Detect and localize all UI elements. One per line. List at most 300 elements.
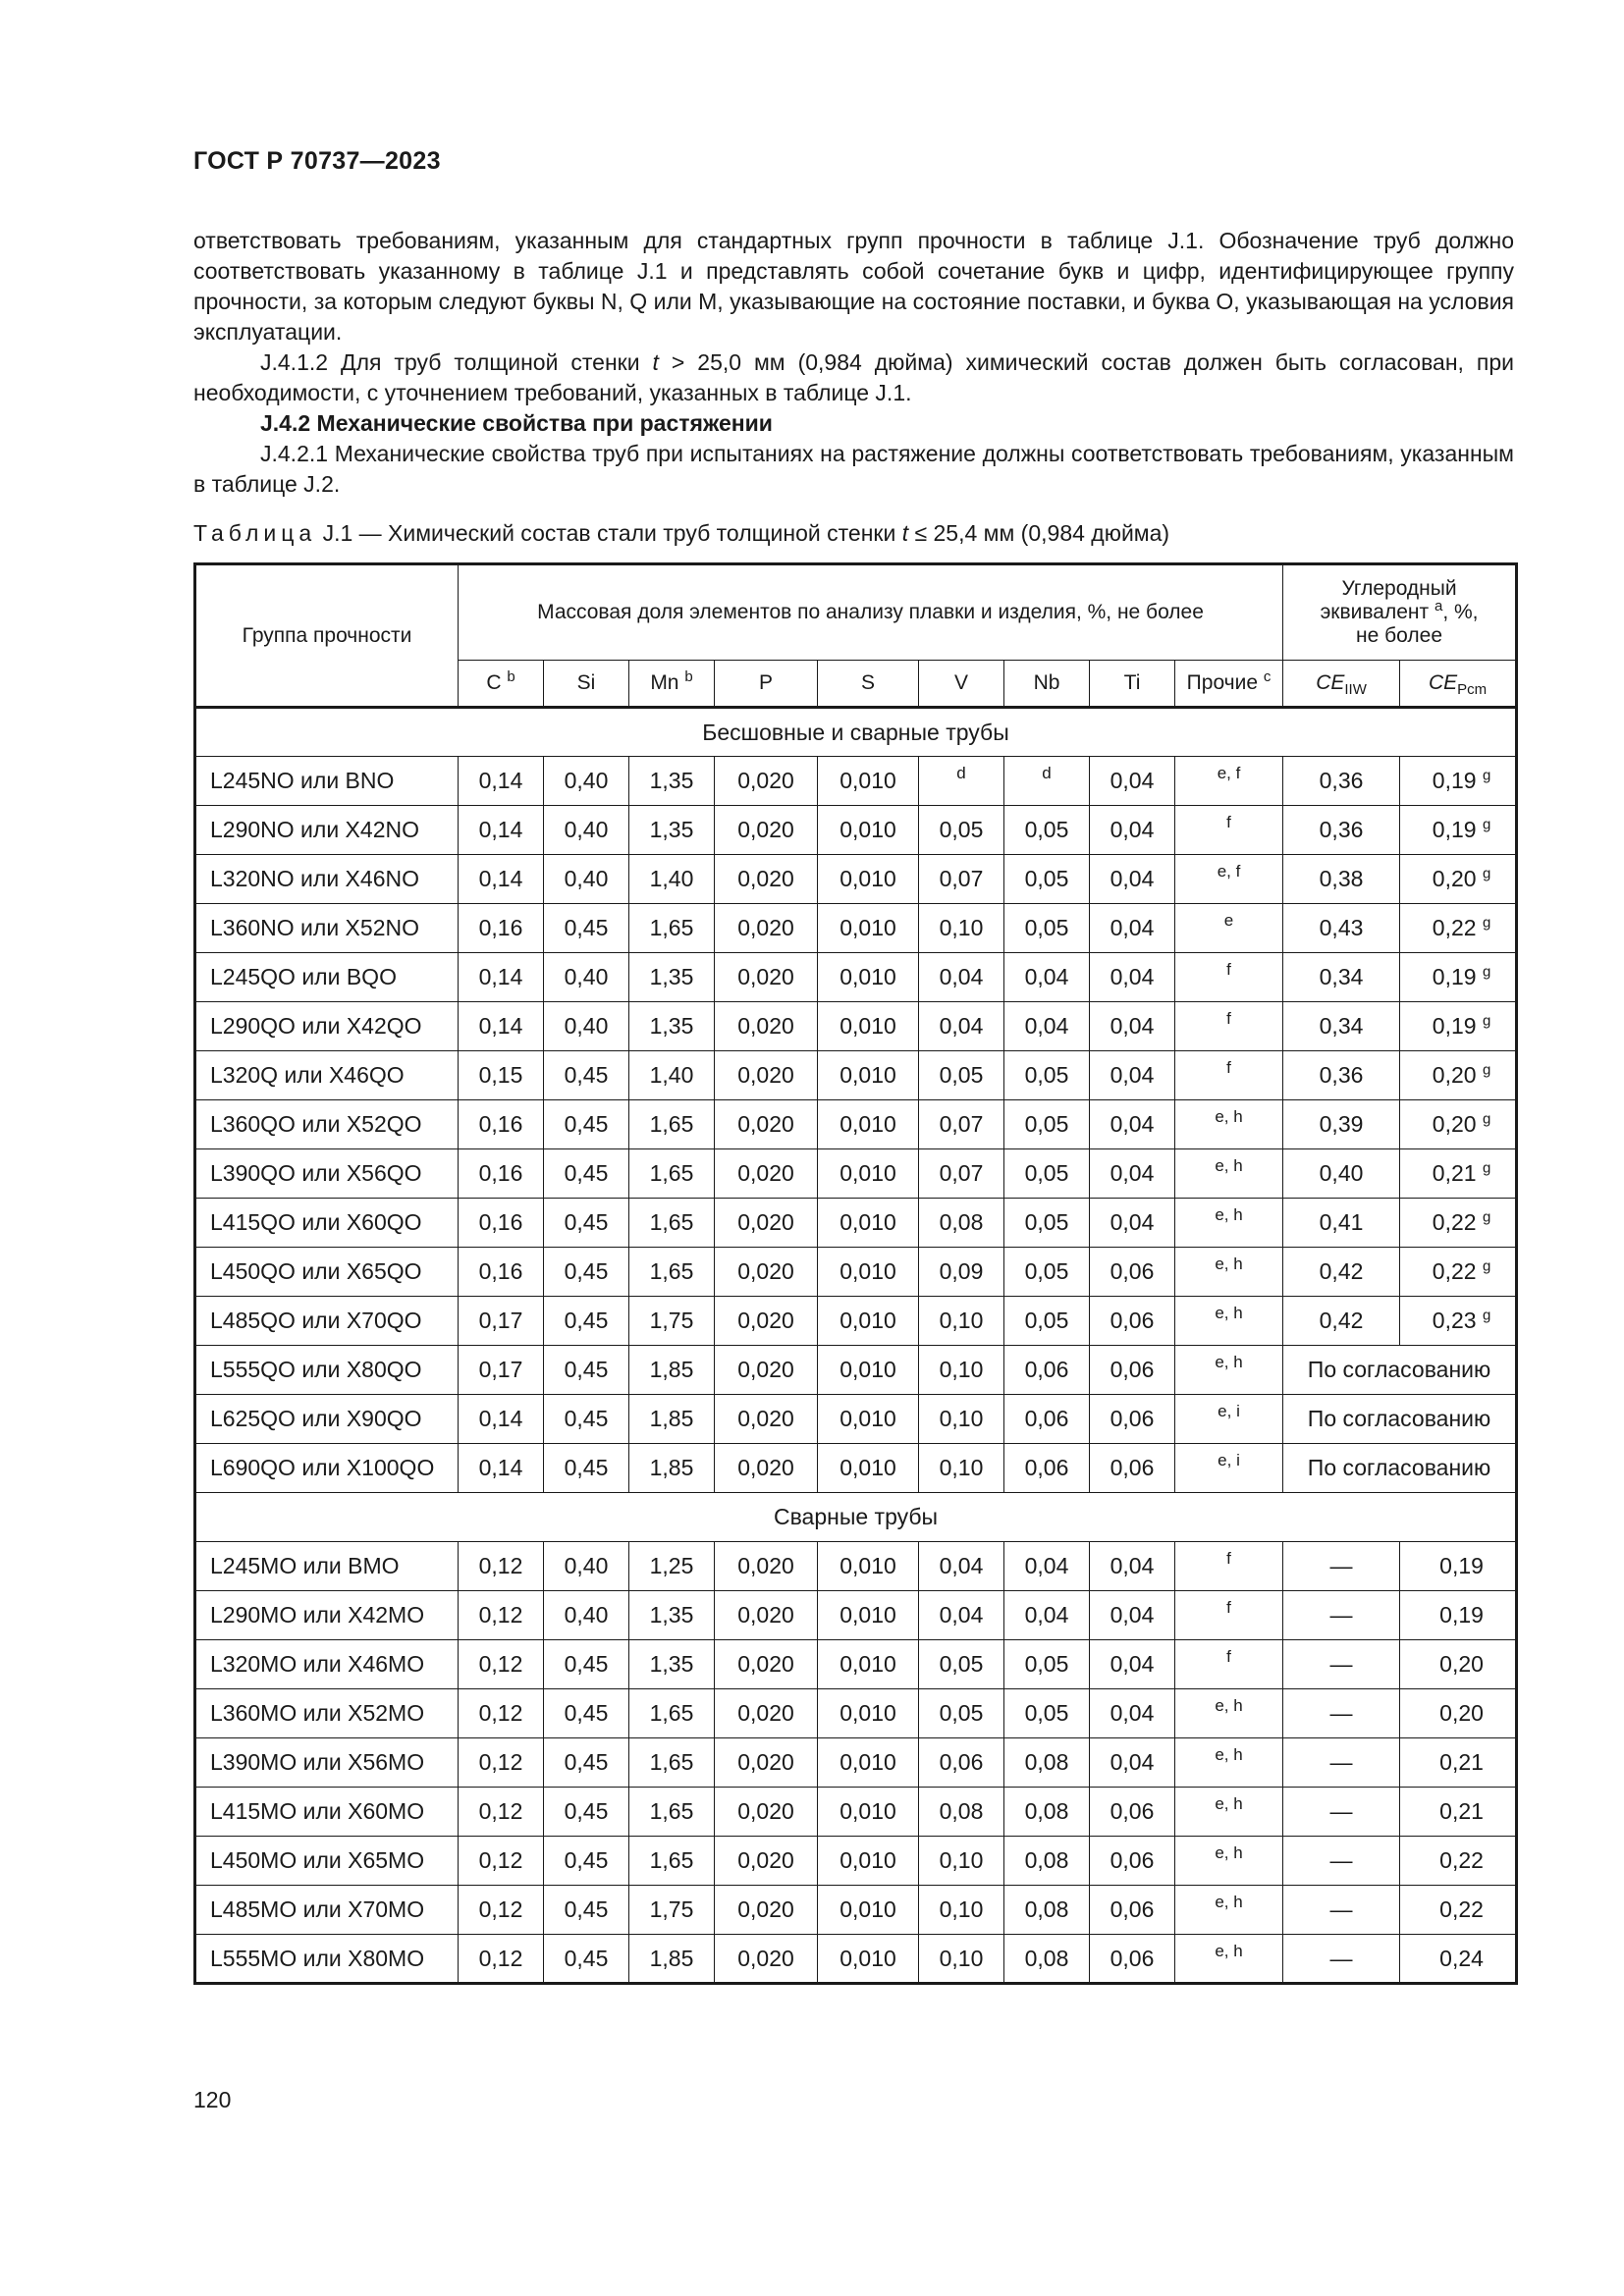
table-row — [195, 1149, 1517, 1199]
table-row — [195, 1935, 1517, 1984]
table-row — [195, 1689, 1517, 1738]
cell-mn: 1,40 — [629, 1051, 715, 1100]
table-row — [195, 1886, 1517, 1935]
cell-nb: 0,08 — [1004, 1837, 1090, 1886]
cell-si: 0,45 — [544, 1395, 629, 1444]
section-title: Сварные трубы — [195, 1493, 1517, 1542]
cell-ce-pcm: 0,20 $^g$ — [1400, 1100, 1517, 1149]
cell-ce-iiw: — — [1283, 1591, 1400, 1640]
cell-mn: 1,25 — [629, 1542, 715, 1591]
body-text — [193, 226, 1514, 500]
table-row — [195, 1346, 1517, 1395]
cell-c: 0,14 — [459, 806, 544, 855]
cell-p: 0,020 — [715, 1346, 818, 1395]
cell-si: 0,40 — [544, 757, 629, 806]
cell-ce-iiw: 0,43 — [1283, 904, 1400, 953]
cell-ce-pcm: 0,20 $^g$ — [1400, 1051, 1517, 1100]
cell-other: e, h — [1175, 1837, 1283, 1886]
table-row — [195, 806, 1517, 855]
cell-nb: 0,04 — [1004, 1002, 1090, 1051]
cell-other: e, h — [1175, 1199, 1283, 1248]
cell-ti: 0,04 — [1090, 1591, 1175, 1640]
cell-v: 0,05 — [919, 1689, 1004, 1738]
cell-p: 0,020 — [715, 953, 818, 1002]
cell-ti: 0,06 — [1090, 1395, 1175, 1444]
cell-s: 0,010 — [818, 1248, 919, 1297]
cell-mn: 1,35 — [629, 806, 715, 855]
cell-p: 0,020 — [715, 1395, 818, 1444]
cell-si: 0,45 — [544, 1837, 629, 1886]
table-caption-label: Таблица — [193, 520, 317, 546]
cell-mn: 1,75 — [629, 1886, 715, 1935]
table-row — [195, 1051, 1517, 1100]
cell-ce-pcm: 0,21 — [1400, 1738, 1517, 1788]
cell-grade: L390QO или X56QO — [195, 1149, 459, 1199]
cell-mn: 1,85 — [629, 1346, 715, 1395]
cell-other: e, h — [1175, 1738, 1283, 1788]
table-row — [195, 1837, 1517, 1886]
cell-grade: L320NO или X46NO — [195, 855, 459, 904]
cell-p: 0,020 — [715, 1199, 818, 1248]
cell-p: 0,020 — [715, 1886, 818, 1935]
cell-ce-iiw: 0,34 — [1283, 1002, 1400, 1051]
cell-c: 0,12 — [459, 1591, 544, 1640]
cell-ce-pcm: 0,21 — [1400, 1788, 1517, 1837]
cell-p: 0,020 — [715, 904, 818, 953]
cell-si: 0,45 — [544, 1444, 629, 1493]
table-row — [195, 1100, 1517, 1149]
cell-nb: 0,08 — [1004, 1788, 1090, 1837]
header-other: Прочие $^c$ — [1175, 661, 1283, 708]
cell-c: 0,16 — [459, 1199, 544, 1248]
cell-ce-iiw: — — [1283, 1640, 1400, 1689]
cell-s: 0,010 — [818, 953, 919, 1002]
cell-grade: L450MO или X65MO — [195, 1837, 459, 1886]
table-row — [195, 1542, 1517, 1591]
cell-nb: 0,05 — [1004, 1297, 1090, 1346]
cell-s: 0,010 — [818, 806, 919, 855]
header-grade: Группа прочности — [195, 564, 459, 708]
cell-nb: 0,05 — [1004, 904, 1090, 953]
cell-nb: 0,06 — [1004, 1444, 1090, 1493]
cell-si: 0,45 — [544, 1689, 629, 1738]
cell-p: 0,020 — [715, 1738, 818, 1788]
table-row — [195, 1444, 1517, 1493]
cell-other: f — [1175, 806, 1283, 855]
cell-v: 0,10 — [919, 1837, 1004, 1886]
cell-v: 0,10 — [919, 1444, 1004, 1493]
cell-si: 0,45 — [544, 1100, 629, 1149]
header-ce-iiw: $CE_{IIW}$ — [1283, 661, 1400, 708]
cell-ce-pcm: 0,24 — [1400, 1935, 1517, 1984]
section-heading-j4-2: J.4.2 Механические свойства при растяжении — [260, 410, 773, 436]
cell-nb: 0,08 — [1004, 1738, 1090, 1788]
cell-ti: 0,04 — [1090, 1002, 1175, 1051]
cell-s: 0,010 — [818, 1051, 919, 1100]
cell-other: e — [1175, 904, 1283, 953]
cell-p: 0,020 — [715, 1149, 818, 1199]
cell-ce-pcm: 0,20 — [1400, 1689, 1517, 1738]
cell-ti: 0,04 — [1090, 1149, 1175, 1199]
cell-grade: L245MO или BMO — [195, 1542, 459, 1591]
table-row — [195, 1248, 1517, 1297]
cell-si: 0,40 — [544, 953, 629, 1002]
cell-other: e, i — [1175, 1395, 1283, 1444]
cell-nb: 0,04 — [1004, 1542, 1090, 1591]
cell-grade: L555MO или X80MO — [195, 1935, 459, 1984]
cell-ce-pcm: 0,19 $^g$ — [1400, 806, 1517, 855]
cell-c: 0,12 — [459, 1788, 544, 1837]
cell-grade: L360MO или X52MO — [195, 1689, 459, 1738]
cell-si: 0,40 — [544, 806, 629, 855]
page-number: 120 — [193, 2087, 232, 2112]
cell-ce-pcm: 0,19 — [1400, 1542, 1517, 1591]
cell-ce-iiw: 0,42 — [1283, 1297, 1400, 1346]
cell-nb: 0,05 — [1004, 1051, 1090, 1100]
cell-si: 0,45 — [544, 1248, 629, 1297]
cell-ce-iiw: 0,36 — [1283, 1051, 1400, 1100]
cell-s: 0,010 — [818, 1297, 919, 1346]
cell-s: 0,010 — [818, 1100, 919, 1149]
cell-p: 0,020 — [715, 1788, 818, 1837]
cell-nb: d — [1004, 757, 1090, 806]
cell-ti: 0,06 — [1090, 1346, 1175, 1395]
cell-s: 0,010 — [818, 1689, 919, 1738]
cell-ce-pcm: 0,23 $^g$ — [1400, 1297, 1517, 1346]
cell-mn: 1,65 — [629, 1100, 715, 1149]
cell-ti: 0,04 — [1090, 1738, 1175, 1788]
cell-nb: 0,04 — [1004, 1591, 1090, 1640]
cell-ti: 0,06 — [1090, 1886, 1175, 1935]
cell-c: 0,14 — [459, 1444, 544, 1493]
cell-other: e, h — [1175, 1100, 1283, 1149]
cell-p: 0,020 — [715, 1689, 818, 1738]
table-body — [195, 708, 1517, 1984]
cell-nb: 0,06 — [1004, 1346, 1090, 1395]
cell-si: 0,45 — [544, 1886, 629, 1935]
cell-nb: 0,05 — [1004, 855, 1090, 904]
cell-other: e, h — [1175, 1788, 1283, 1837]
cell-ti: 0,04 — [1090, 806, 1175, 855]
cell-ce-pcm: 0,19 $^g$ — [1400, 953, 1517, 1002]
cell-nb: 0,05 — [1004, 1100, 1090, 1149]
cell-c: 0,12 — [459, 1886, 544, 1935]
cell-nb: 0,08 — [1004, 1886, 1090, 1935]
cell-ce-iiw: — — [1283, 1935, 1400, 1984]
table-caption — [193, 520, 1169, 547]
cell-nb: 0,05 — [1004, 1640, 1090, 1689]
cell-other: f — [1175, 1640, 1283, 1689]
cell-p: 0,020 — [715, 1100, 818, 1149]
cell-grade: L290MO или X42MO — [195, 1591, 459, 1640]
cell-c: 0,16 — [459, 1248, 544, 1297]
cell-s: 0,010 — [818, 1886, 919, 1935]
cell-c: 0,12 — [459, 1738, 544, 1788]
cell-grade: L625QO или X90QO — [195, 1395, 459, 1444]
cell-v: 0,10 — [919, 1346, 1004, 1395]
cell-v: 0,10 — [919, 1886, 1004, 1935]
cell-ce-iiw: 0,39 — [1283, 1100, 1400, 1149]
table-row — [195, 1395, 1517, 1444]
cell-p: 0,020 — [715, 855, 818, 904]
cell-v: 0,06 — [919, 1738, 1004, 1788]
cell-p: 0,020 — [715, 757, 818, 806]
cell-mn: 1,65 — [629, 1738, 715, 1788]
cell-grade: L690QO или X100QO — [195, 1444, 459, 1493]
cell-s: 0,010 — [818, 1640, 919, 1689]
cell-other: e, f — [1175, 757, 1283, 806]
cell-other: e, h — [1175, 1935, 1283, 1984]
cell-nb: 0,05 — [1004, 1199, 1090, 1248]
cell-mn: 1,85 — [629, 1444, 715, 1493]
cell-p: 0,020 — [715, 1542, 818, 1591]
cell-other: e, i — [1175, 1444, 1283, 1493]
cell-grade: L290NO или X42NO — [195, 806, 459, 855]
cell-p: 0,020 — [715, 806, 818, 855]
cell-ti: 0,04 — [1090, 855, 1175, 904]
cell-grade: L360QO или X52QO — [195, 1100, 459, 1149]
table-row — [195, 757, 1517, 806]
table-row — [195, 1738, 1517, 1788]
cell-s: 0,010 — [818, 1346, 919, 1395]
cell-c: 0,14 — [459, 855, 544, 904]
header-nb: Nb — [1004, 661, 1090, 708]
cell-s: 0,010 — [818, 1738, 919, 1788]
cell-other: f — [1175, 953, 1283, 1002]
cell-si: 0,40 — [544, 1591, 629, 1640]
section-title: Бесшовные и сварные трубы — [195, 708, 1517, 757]
cell-other: e, h — [1175, 1886, 1283, 1935]
cell-ce-iiw: 0,38 — [1283, 855, 1400, 904]
cell-s: 0,010 — [818, 1542, 919, 1591]
cell-ce-pcm: 0,22 — [1400, 1837, 1517, 1886]
cell-ti: 0,04 — [1090, 757, 1175, 806]
cell-v: 0,10 — [919, 1297, 1004, 1346]
cell-s: 0,010 — [818, 904, 919, 953]
cell-mn: 1,65 — [629, 1248, 715, 1297]
cell-si: 0,45 — [544, 1149, 629, 1199]
section-row — [195, 1493, 1517, 1542]
table-row — [195, 1640, 1517, 1689]
cell-grade: L485QO или X70QO — [195, 1297, 459, 1346]
cell-v: 0,09 — [919, 1248, 1004, 1297]
cell-s: 0,010 — [818, 855, 919, 904]
cell-grade: L390MO или X56MO — [195, 1738, 459, 1788]
cell-grade: L320MO или X46MO — [195, 1640, 459, 1689]
cell-v: 0,04 — [919, 1002, 1004, 1051]
cell-nb: 0,04 — [1004, 953, 1090, 1002]
cell-ti: 0,06 — [1090, 1248, 1175, 1297]
cell-mn: 1,65 — [629, 904, 715, 953]
cell-v: 0,05 — [919, 806, 1004, 855]
cell-other: e, h — [1175, 1346, 1283, 1395]
cell-mn: 1,65 — [629, 1689, 715, 1738]
cell-si: 0,40 — [544, 1542, 629, 1591]
cell-other: e, h — [1175, 1248, 1283, 1297]
paragraph-j4-1-2-text: J.4.1.2 Для труб толщиной стенки t > 25,0 мм (0,984 дюйма) химический состав должен быть согласован, при необходимости, с уточнением требований, указанных в таблице J.1. — [193, 349, 1514, 405]
header-ti: Ti — [1090, 661, 1175, 708]
cell-v: 0,07 — [919, 855, 1004, 904]
cell-v: 0,04 — [919, 953, 1004, 1002]
cell-nb: 0,06 — [1004, 1395, 1090, 1444]
cell-c: 0,14 — [459, 757, 544, 806]
table-caption-text: J.1 — Химический состав стали труб толщиной стенки t ≤ 25,4 мм (0,984 дюйма) — [322, 520, 1170, 546]
cell-c: 0,12 — [459, 1689, 544, 1738]
cell-grade: L415MO или X60MO — [195, 1788, 459, 1837]
cell-s: 0,010 — [818, 1837, 919, 1886]
cell-c: 0,16 — [459, 1149, 544, 1199]
cell-mn: 1,35 — [629, 1002, 715, 1051]
cell-ti: 0,04 — [1090, 1542, 1175, 1591]
cell-v: 0,04 — [919, 1591, 1004, 1640]
cell-grade: L485MO или X70MO — [195, 1886, 459, 1935]
cell-v: 0,07 — [919, 1100, 1004, 1149]
cell-p: 0,020 — [715, 1640, 818, 1689]
header-si: Si — [544, 661, 629, 708]
cell-ti: 0,04 — [1090, 1199, 1175, 1248]
cell-c: 0,12 — [459, 1640, 544, 1689]
cell-c: 0,12 — [459, 1542, 544, 1591]
cell-mn: 1,35 — [629, 1640, 715, 1689]
cell-ce-pcm: 0,22 $^g$ — [1400, 1248, 1517, 1297]
cell-other: e, h — [1175, 1297, 1283, 1346]
cell-c: 0,12 — [459, 1837, 544, 1886]
cell-ti: 0,06 — [1090, 1297, 1175, 1346]
cell-other: f — [1175, 1591, 1283, 1640]
cell-other: e, f — [1175, 855, 1283, 904]
cell-nb: 0,08 — [1004, 1935, 1090, 1984]
cell-grade: L245QO или BQO — [195, 953, 459, 1002]
table-row — [195, 1297, 1517, 1346]
table-row — [195, 1002, 1517, 1051]
cell-si: 0,45 — [544, 1297, 629, 1346]
cell-ti: 0,06 — [1090, 1935, 1175, 1984]
cell-ce-iiw: — — [1283, 1542, 1400, 1591]
cell-nb: 0,05 — [1004, 1248, 1090, 1297]
cell-si: 0,45 — [544, 1935, 629, 1984]
header-carbon-equivalent: Углеродный эквивалент $^a$, %, не более — [1283, 564, 1517, 661]
cell-c: 0,17 — [459, 1346, 544, 1395]
cell-grade: L360NO или X52NO — [195, 904, 459, 953]
cell-grade: L415QO или X60QO — [195, 1199, 459, 1248]
header-c: C $^b$ — [459, 661, 544, 708]
cell-v: 0,04 — [919, 1542, 1004, 1591]
cell-ti: 0,06 — [1090, 1837, 1175, 1886]
cell-v: d — [919, 757, 1004, 806]
cell-v: 0,10 — [919, 904, 1004, 953]
cell-ce-iiw: 0,34 — [1283, 953, 1400, 1002]
cell-ti: 0,04 — [1090, 953, 1175, 1002]
cell-p: 0,020 — [715, 1837, 818, 1886]
cell-s: 0,010 — [818, 1395, 919, 1444]
cell-grade: L555QO или X80QO — [195, 1346, 459, 1395]
cell-ti: 0,06 — [1090, 1444, 1175, 1493]
cell-carbon-equivalent-agreed: По согласованию — [1283, 1346, 1517, 1395]
cell-ce-iiw: 0,42 — [1283, 1248, 1400, 1297]
cell-grade: L320Q или X46QO — [195, 1051, 459, 1100]
cell-v: 0,08 — [919, 1788, 1004, 1837]
cell-ti: 0,04 — [1090, 1100, 1175, 1149]
cell-mn: 1,65 — [629, 1788, 715, 1837]
cell-ce-iiw: — — [1283, 1837, 1400, 1886]
cell-ce-pcm: 0,20 $^g$ — [1400, 855, 1517, 904]
paragraph-j4-1-2 — [193, 347, 1514, 408]
cell-s: 0,010 — [818, 1199, 919, 1248]
cell-v: 0,05 — [919, 1051, 1004, 1100]
header-mn: Mn $^b$ — [629, 661, 715, 708]
cell-ce-iiw: — — [1283, 1738, 1400, 1788]
cell-p: 0,020 — [715, 1002, 818, 1051]
cell-ce-pcm: 0,22 — [1400, 1886, 1517, 1935]
cell-ce-pcm: 0,21 $^g$ — [1400, 1149, 1517, 1199]
cell-c: 0,14 — [459, 1002, 544, 1051]
cell-ce-iiw: — — [1283, 1886, 1400, 1935]
cell-ce-pcm: 0,19 $^g$ — [1400, 757, 1517, 806]
cell-mn: 1,65 — [629, 1837, 715, 1886]
cell-s: 0,010 — [818, 757, 919, 806]
cell-nb: 0,05 — [1004, 1149, 1090, 1199]
cell-other: e, h — [1175, 1689, 1283, 1738]
cell-s: 0,010 — [818, 1788, 919, 1837]
cell-mn: 1,35 — [629, 1591, 715, 1640]
table-row — [195, 953, 1517, 1002]
cell-other: f — [1175, 1542, 1283, 1591]
cell-nb: 0,05 — [1004, 806, 1090, 855]
cell-ti: 0,04 — [1090, 1689, 1175, 1738]
cell-ce-pcm: 0,20 — [1400, 1640, 1517, 1689]
header-s: S — [818, 661, 919, 708]
cell-mn: 1,65 — [629, 1149, 715, 1199]
cell-si: 0,45 — [544, 1738, 629, 1788]
cell-other: f — [1175, 1051, 1283, 1100]
cell-grade: L450QO или X65QO — [195, 1248, 459, 1297]
cell-mn: 1,35 — [629, 953, 715, 1002]
cell-si: 0,45 — [544, 1640, 629, 1689]
cell-ce-pcm: 0,19 — [1400, 1591, 1517, 1640]
cell-ti: 0,04 — [1090, 1640, 1175, 1689]
chemical-composition-table — [193, 562, 1518, 1985]
cell-p: 0,020 — [715, 1591, 818, 1640]
cell-c: 0,15 — [459, 1051, 544, 1100]
cell-mn: 1,40 — [629, 855, 715, 904]
cell-ce-iiw: — — [1283, 1788, 1400, 1837]
cell-c: 0,12 — [459, 1935, 544, 1984]
cell-mn: 1,85 — [629, 1395, 715, 1444]
cell-ce-iiw: 0,36 — [1283, 757, 1400, 806]
cell-c: 0,14 — [459, 1395, 544, 1444]
cell-nb: 0,05 — [1004, 1689, 1090, 1738]
cell-p: 0,020 — [715, 1297, 818, 1346]
cell-s: 0,010 — [818, 1444, 919, 1493]
header-ce-pcm: $CE_{Pcm}$ — [1400, 661, 1517, 708]
cell-s: 0,010 — [818, 1591, 919, 1640]
cell-ti: 0,04 — [1090, 1051, 1175, 1100]
cell-ce-iiw: — — [1283, 1689, 1400, 1738]
cell-p: 0,020 — [715, 1051, 818, 1100]
table-row — [195, 1591, 1517, 1640]
cell-s: 0,010 — [818, 1002, 919, 1051]
cell-si: 0,45 — [544, 1346, 629, 1395]
cell-s: 0,010 — [818, 1149, 919, 1199]
cell-si: 0,40 — [544, 1002, 629, 1051]
table-row — [195, 855, 1517, 904]
header-mass-fraction: Массовая доля элементов по анализу плавки и изделия, %, не более — [459, 564, 1283, 661]
table-row — [195, 1788, 1517, 1837]
cell-mn: 1,65 — [629, 1199, 715, 1248]
cell-si: 0,45 — [544, 1788, 629, 1837]
cell-v: 0,05 — [919, 1640, 1004, 1689]
cell-ti: 0,06 — [1090, 1788, 1175, 1837]
